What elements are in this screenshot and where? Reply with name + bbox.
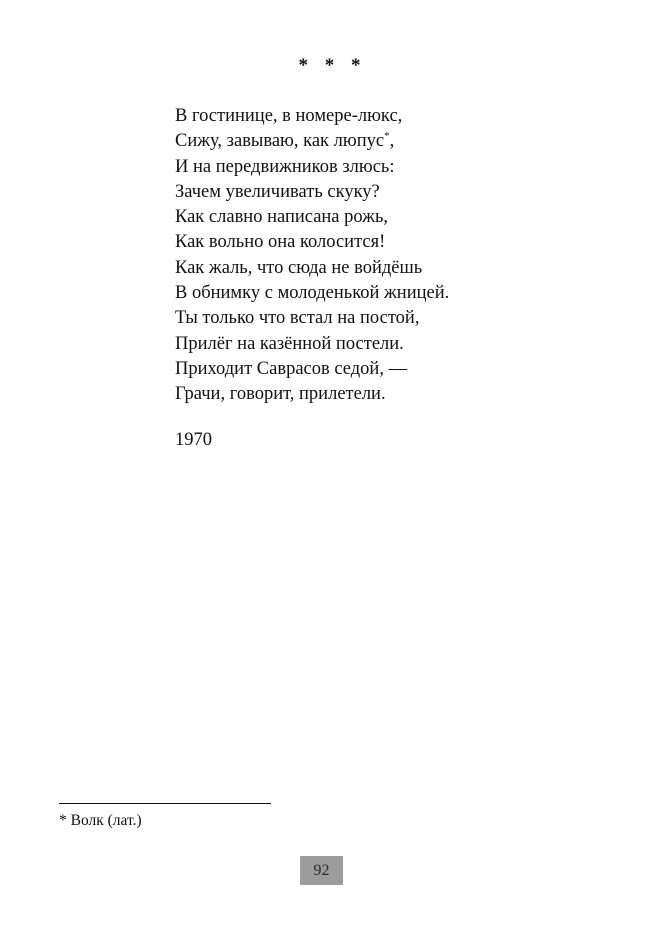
poem-line: Как славно написана рожь, bbox=[175, 207, 389, 228]
footnote-marker: * bbox=[384, 130, 390, 143]
poem-line: Зачем увеличивать скуку? bbox=[175, 181, 380, 202]
poem-line: В обнимку с молоденькой жницей. bbox=[175, 283, 450, 304]
poem-line: В гостинице, в номере-люкс, bbox=[175, 106, 403, 126]
poem bbox=[175, 104, 449, 408]
poem-line: Приходит Саврасов седой, — bbox=[175, 358, 408, 379]
poem-line: Прилёг на казённой постели. bbox=[175, 333, 404, 354]
poem-line bbox=[175, 129, 449, 154]
poem-line: Как вольно она колосится! bbox=[175, 232, 386, 253]
poem-line: Как жаль, что сюда не войдёшь bbox=[175, 257, 423, 278]
poem-year: 1970 bbox=[175, 430, 212, 450]
footnote-divider bbox=[59, 803, 271, 804]
footnote: * Волк (лат.) bbox=[59, 812, 142, 829]
section-ornament: * * * bbox=[298, 55, 367, 76]
poem-line: Грачи, говорит, прилетели. bbox=[175, 384, 386, 405]
poem-line-text: Сижу, завываю, как люпус bbox=[175, 131, 385, 152]
page-number: 92 bbox=[300, 856, 343, 885]
poem-line: Ты только что встал на постой, bbox=[175, 308, 420, 329]
poem-line-punctuation: , bbox=[389, 131, 395, 152]
poem-line: И на передвижников злюсь: bbox=[175, 156, 395, 177]
